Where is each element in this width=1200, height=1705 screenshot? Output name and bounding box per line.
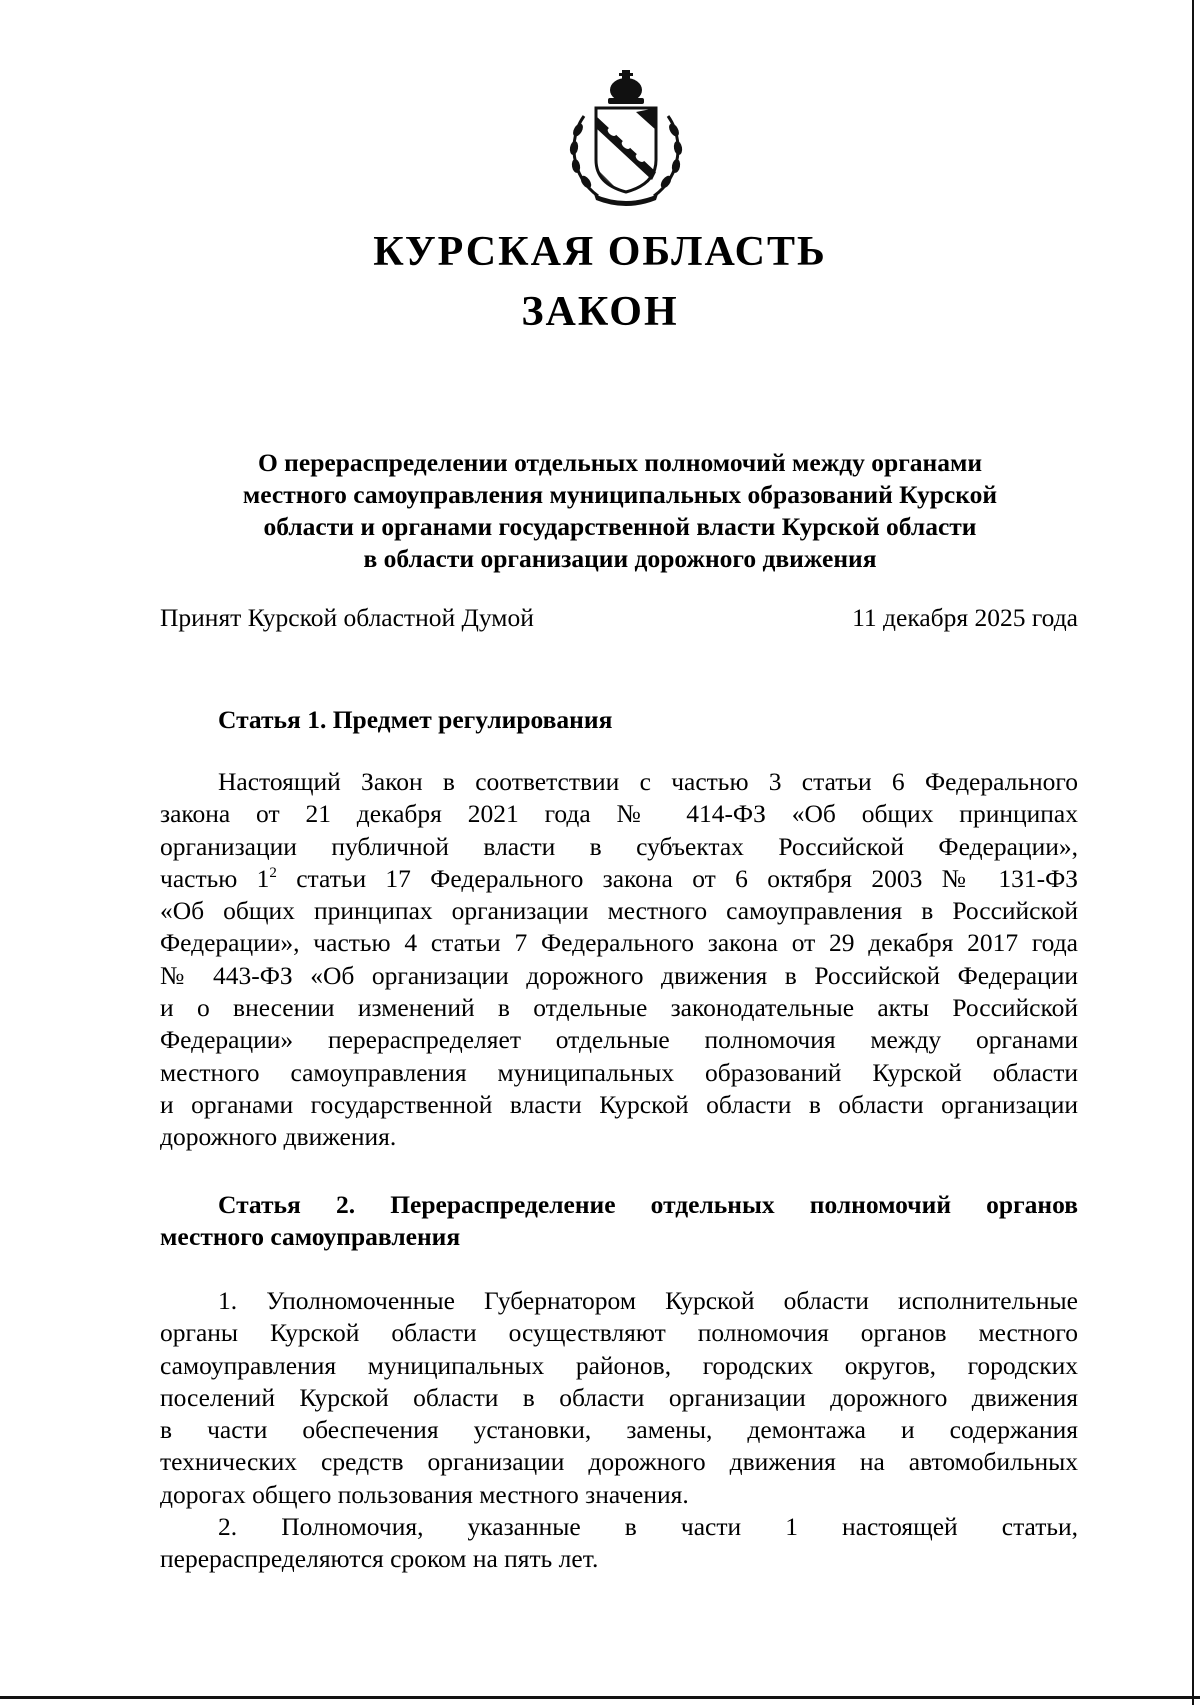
text-line: органы Курской области осуществляют полномочия органов местного — [160, 1318, 1078, 1348]
law-title-line: области и органами государственной власти Курской области — [263, 512, 977, 541]
text-fragment: статьи 17 Федерального закона от 6 октября 2003 № 131-ФЗ — [276, 863, 1078, 893]
text-line: местного самоуправления муниципальных образований Курской области — [160, 1057, 1078, 1087]
text-line: № 443-ФЗ «Об организации дорожного движения в Российской Федерации — [160, 960, 1078, 990]
text-line: дорожного движения. — [160, 1122, 397, 1152]
law-title-line: О перераспределении отдельных полномочий между органами — [257, 448, 983, 477]
text-line: Федерации», частью 4 статьи 7 Федерального закона от 29 декабря 2017 года — [160, 928, 1078, 958]
adoption-date: 11 декабря 2025 года — [852, 603, 1078, 632]
adopting-body: Принят Курской областной Думой — [160, 603, 534, 632]
text-line: «Об общих принципах организации местного самоуправления в Российской — [160, 896, 1078, 926]
text-line: технических средств организации дорожного движения на автомобильных — [160, 1447, 1078, 1477]
law-title — [160, 447, 1080, 575]
text-line: в части обеспечения установки, замены, демонтажа и содержания — [160, 1415, 1078, 1445]
text-fragment: частью 1 — [160, 863, 270, 893]
region-heading: КУРСКАЯ ОБЛАСТЬ — [373, 229, 827, 275]
article-1-text — [160, 766, 1078, 1154]
adoption-line — [160, 603, 1078, 633]
text-line: 1. Уполномоченные Губернатором Курской области исполнительные — [218, 1286, 1078, 1315]
heading-line: Статья 2. Перераспределение отдельных полномочий органов — [218, 1190, 1078, 1219]
article-1-heading: Статья 1. Предмет регулирования — [218, 705, 613, 734]
law-title-line: местного самоуправления муниципальных образований Курской — [242, 480, 998, 509]
article-2-part-1 — [160, 1285, 1078, 1511]
text-line: и о внесении изменений в отдельные законодательные акты Российской — [160, 993, 1078, 1023]
text-line: перераспределяются сроком на пять лет. — [160, 1544, 599, 1574]
heading-line: местного самоуправления — [160, 1222, 461, 1251]
kursk-coat-of-arms-icon — [560, 68, 692, 208]
text-line: 2. Полномочия, указанные в части 1 настоящей статьи, — [218, 1512, 1078, 1541]
text-line: и органами государственной власти Курской области в области организации — [160, 1089, 1078, 1119]
text-line: Федерации» перераспределяет отдельные полномочия между органами — [160, 1025, 1078, 1055]
law-title-line: в области организации дорожного движения — [363, 544, 877, 573]
document-type-heading: ЗАКОН — [521, 289, 679, 335]
superscript: 2 — [269, 864, 277, 881]
text-line: самоуправления муниципальных районов, городских округов, городских — [160, 1350, 1078, 1380]
text-line: закона от 21 декабря 2021 года № 414-ФЗ «Об общих принципах — [160, 799, 1078, 829]
text-line: Настоящий Закон в соответствии с частью 3 статьи 6 Федерального — [218, 767, 1078, 796]
text-line: дорогах общего пользования местного значения. — [160, 1479, 689, 1509]
article-2-heading — [160, 1189, 1078, 1253]
text-line: организации публичной власти в субъектах Российской Федерации», — [160, 831, 1078, 861]
page-edge-bottom — [0, 1696, 1200, 1699]
article-2-part-2 — [160, 1511, 1078, 1576]
text-line — [160, 863, 1078, 895]
text-line: поселений Курской области в области организации дорожного движения — [160, 1382, 1078, 1412]
